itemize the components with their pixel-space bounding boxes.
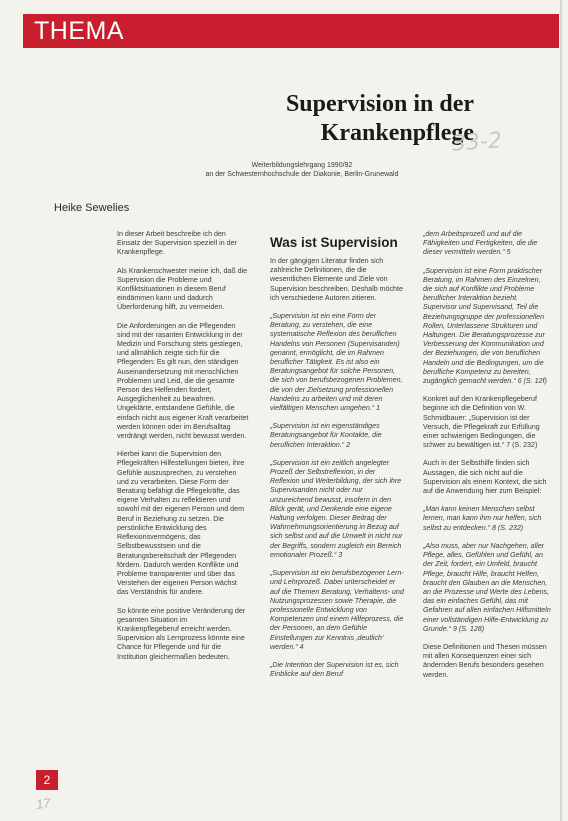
column-3	[423, 230, 551, 689]
quote-paragraph: „Supervision ist ein eine Form der Beratung, zu verstehen, die eine systematische Reflexion des beruflichen Handelns von Personen (Supervisanden) genannt, ermöglicht, die im Rahmen beruflicher Tätigkeit. Es ist also ein Beratungsangebot für solche Personen, die sich von berufsbezogenen Problemen, die von der Zielsetzung professionellen Handelns zu arbeiten und mit deren vielfältigen Menschen umgehen.“ 1	[270, 312, 403, 413]
article-title	[286, 90, 474, 148]
subtitle-line2: an der Schwesternhochschule der Diakonie, Berlin-Grunewald	[205, 171, 399, 178]
quote-paragraph: „Supervision ist ein berufsbezogener Lern- und Lehrprozeß. Dabei unterscheidet er auf die Themen Beratung, Verhaltens- und Nutzungsprozessen sowie Therapie, die professionelle Entwicklung von Kompetenzen und einem Hilfeprozess, die der Personen, an dem Gefühle Einstellungen zur Kenntnis ‚deutlich‘ werden.“ 4	[270, 569, 404, 651]
paragraph: So könnte eine positive Veränderung der gesamten Situation im Krankenpflegeberuf erreicht werden. Supervision als Lernprozess könnte eine Chance für Pflegende und für die Institution gleichermaßen bedeuten.	[117, 606, 246, 661]
paragraph: In der gängigen Literatur finden sich zahlreiche Definitionen, die die wesentlichen Elemente und Ziele von Supervision beschreiben. Deshalb möchte ich verschiedene Autoren zitieren.	[270, 257, 403, 302]
quote-paragraph: „Also muss, aber nur Nachgehen, aller Pflege, alles, Gefühlen und Gefühl, an der Zeit, fordert, ein Umfeld, braucht Pflege, braucht Hilfe, braucht Helfen, braucht den Glauben an die Menschen, an die Prozesse und Werte des Lebens, das ein einfaches Gefühl, das mit Gefahren auf allen einfachen Hilfsmitteln einer vollständigen Hilfe-Entwicklung zu Grunde.“ 9 (S. 128)	[423, 541, 551, 633]
paragraph: Konkret auf den Krankenpflegeberuf beginne ich die Definition von W. Schmidbauer: „Supervision ist der Versuch, die Pflegekraft zur Erfüllung einer schwierigen Bedingungen, die schwer zu bewältigen ist.“ 7 (S. 232)	[423, 395, 540, 450]
column-1	[117, 230, 250, 671]
handwritten-note: 33-2	[451, 128, 503, 157]
section-label: THEMA	[34, 17, 124, 45]
scan-edge	[560, 0, 562, 821]
subtitle-line1: Weiterbildungslehrgang 1990/92	[251, 162, 353, 169]
quote-paragraph: „Man kann keinen Menschen selbst lernen, man kann ihm nur helfen, sich selbst zu entdecken.“ 8 (S. 232)	[423, 505, 542, 532]
quote-paragraph: „Supervision ist ein zeitlich angelegter Prozeß der Selbstreflexion, in der Reflexion und Weiterbildung, der sich ihre Supervisanden nicht oder nur unzureichend bewusst, insofern in den Blick gerät, und Denkende eine eigene Haltung verfolgen. Dieser Beitrag der Wahrnehmungsorientierung in Bezug auf sich selbst und auf die Umwelt in nicht nur der Begriffs, sondern zugleich ein Bereich emotionaler Prozeß.“ 3	[270, 458, 403, 559]
article-title-line1: Supervision in der	[285, 91, 474, 117]
paragraph: Hierbei kann die Supervision den Pflegekräften Hilfestellungen bieten, ihre Gefühle auszusprechen, zu verstehen und zu verarbeiten. Diese Form der Beratung befähigt die Pflegekräfte, das eigene Verhalten zu reflektieren und sowohl mit der eigenen Person und dem Beruf in Beziehung zu setzen. Die persönliche Entwicklung des Reflexionsvermögens, das Selbstbewusstsein und die Beratungsbereitschaft der Pflegenden fördern. Dadurch werden Konflikte und Probleme transparenter und über das Verstehen der eigenen Person wächst das Verständnis für andere.	[117, 450, 245, 597]
paragraph: Auch in der Selbsthilfe finden sich Aussagen, die sich nicht auf die Supervision als einem Kontext, die sich auf die Anwendung hier zum Beispiel:	[423, 459, 547, 496]
paragraph: Als Krankenschwester meine ich, daß die Supervision die Probleme und Konfliktsituationen in diesem Beruf eindämmen kann und dadurch Überforderung hilft, zu vermeiden.	[117, 266, 248, 312]
column-2	[270, 230, 404, 688]
page-number: 2	[43, 773, 51, 787]
section-heading: Was ist Supervision	[270, 235, 398, 250]
paragraph: Diese Definitionen und Thesen müssen mit allen Konsequenzen einer sich ändernden Berufs besonders gesehen werden.	[423, 642, 547, 679]
quote-paragraph: „Supervision ist eine Form praktischer Beratung, im Rahmen des Einzelnen, die sich auf Konflikte und Probleme beruflicher Interaktion bezieht. Supervisor und Supervisand, Teil die Beziehungsgruppe der professionellen Rollen, Unterlassene Strukturen und Haltungen. Die Beratungsprozesse zur Verbesserung der Kommunikation und der Beziehungen, die von beruflichen Handeln und die Bedingungen, um die berufliche Kompetenz zu bereiten, zugänglich gemacht werden.“ 6 (S. 12f)	[423, 266, 547, 386]
paragraph: Die Anforderungen an die Pflegenden sind mit der rasanten Entwicklung in der Medizin und Forschung stets gestiegen, und allmählich zeigte sich für die Pflegenden: Es gilt nun, den ständigen Auseinandersetzung mit menschlichen Problemen und Leid, die die gesamte Person des Helfenden fordert, Ausgeglichenheit zu bewahren. Ungeklärte, entstandene Gefühle, die einfach nicht aus eigener Kraft verarbeitet werden können oder im Berufsalltag verdrängt werden, nicht bewusst werden.	[117, 321, 249, 441]
pencil-mark: 17	[35, 795, 52, 812]
quote-paragraph: „dem Arbeitsprozeß und auf die Fähigkeiten und Fertigkeiten, die die dieser vermitteln werden.“ 5	[423, 230, 538, 257]
quote-paragraph: „Supervision ist ein eigenständiges Beratungsangebot für Kontakte, die beruflichen Interaktion.“ 2	[270, 422, 382, 449]
article-title-line2: Krankenpflege	[320, 120, 474, 146]
quote-paragraph: „Die Intention der Supervision ist es, sich Einblicke auf den Beruf	[270, 660, 399, 679]
paragraph: In dieser Arbeit beschreibe ich den Einsatz der Supervision speziell in der Krankenpflege.	[117, 230, 237, 257]
author-name: Heike Sewelies	[54, 202, 130, 214]
article-subtitle	[132, 161, 472, 179]
